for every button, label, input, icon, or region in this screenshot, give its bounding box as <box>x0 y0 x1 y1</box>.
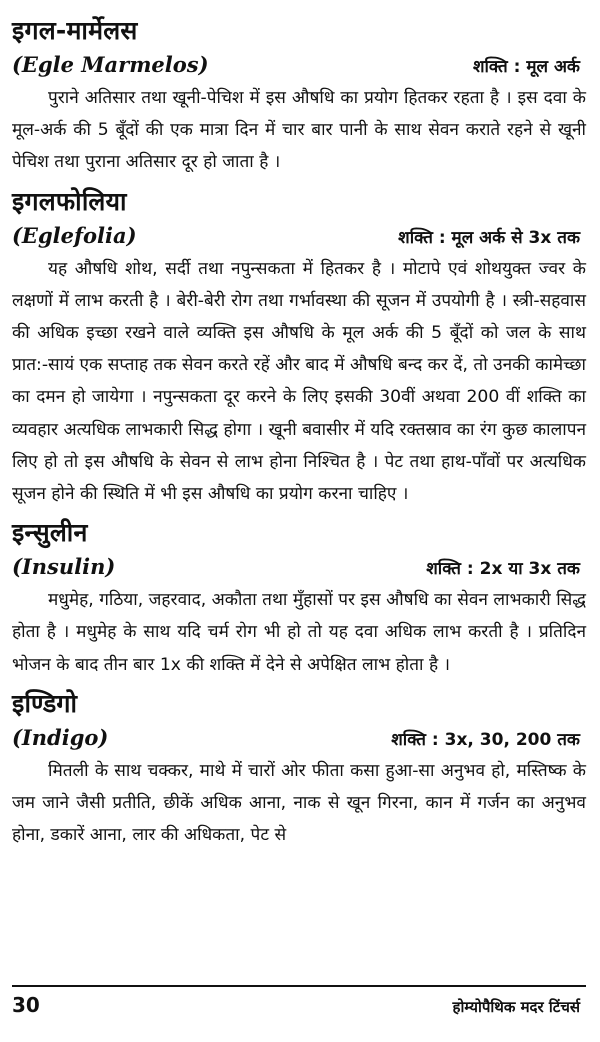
remedy-description: मधुमेह, गठिया, जहरवाद, अकौता तथा मुँहासों पर इस औषधि का सेवन लाभकारी सिद्ध होता है । मधुमेह के साथ यदि चर्म रोग भी हो तो यह दवा अधिक लाभ करती है । प्रतिदिन भोजन के बाद तीन बार 1x की शक्ति में देने से अपेक्षित लाभ होता है । <box>12 590 586 675</box>
remedy-hindi-name: इगल-मार्मेलस <box>12 16 138 45</box>
remedy-description: मितली के साथ चक्कर, माथे में चारों ओर फीता कसा हुआ-सा अनुभव हो, मस्तिष्क के जम जाने जैसी प्रतीति, छीकें अधिक आना, नाक से खून गिरना, कान में गर्जन का अनुभव होना, डकारें आना, लार की अधिकता, पेट से <box>12 760 586 846</box>
remedy-potency: शक्ति : मूल अर्क से 3x तक <box>398 227 580 248</box>
remedy-potency: शक्ति : 3x, 30, 200 तक <box>391 729 580 750</box>
remedy-hindi-name: इन्सुलीन <box>12 518 88 548</box>
remedy-potency: शक्ति : मूल अर्क <box>472 57 580 77</box>
remedy-hindi-name: इगलफोलिया <box>12 186 127 216</box>
remedy-subheading <box>12 723 586 755</box>
remedy-entry-insulin <box>12 516 586 681</box>
remedy-potency: शक्ति : 2x या 3x तक <box>426 559 580 580</box>
remedy-latin-name: (Indigo) <box>12 724 109 750</box>
remedy-hindi-name: इण्डिगो <box>12 688 78 718</box>
book-title: होम्योपैथिक मदर टिंचर्स <box>452 998 580 1016</box>
remedy-description: यह औषधि शोथ, सर्दी तथा नपुन्सकता में हितकर है । मोटापे एवं शोथयुक्त ज्वर के लक्षणों में लाभ करती है । बेरी-बेरी रोग तथा गर्भावस्था की सूजन में उपयोगी है । स्त्री-सहवास की अधिक इच्छा रखने वाले व्यक्ति इस औषधि के मूल अर्क की 5 बूँदों को जल के साथ प्रात:-सायं एक सप्ताह तक सेवन करते रहें और बाद में औषधि बन्द कर दें, तो उनकी कामेच्छा का दमन हो जायेगा । नपुन्सकता दूर करने के लिए इसकी 30वीं अथवा 200 वीं शक्ति का व्यवहार अत्यधिक लाभकारी सिद्ध होगा । खूनी बवासीर में यदि रक्तस्राव का रंग कुछ कालापन लिए हो तो इस औषधि के सेवन से लाभ होना निश्चित है । पेट तथा हाथ-पाँवों पर अत्यधिक सूजन होने की स्थिति में भी इस औषधि का प्रयोग करना चाहिए । <box>12 258 586 505</box>
remedy-latin-name: (Insulin) <box>12 554 116 580</box>
remedy-subheading <box>12 50 586 82</box>
page-number: 30 <box>12 993 40 1017</box>
remedy-latin-name: (Eglefolia) <box>12 222 137 248</box>
remedy-description: पुराने अतिसार तथा खूनी-पेचिश में इस औषधि का प्रयोग हितकर रहता है । इस दवा के मूल-अर्क की 5 बूँदों की एक मात्रा दिन में चार बार पानी के साथ सेवन कराते रहने से खूनी पेचिश तथा पुराना अतिसार दूर हो जाता है । <box>12 88 586 173</box>
remedy-entry-indigo <box>12 687 586 852</box>
remedy-entry-eglefolia <box>12 185 586 511</box>
remedy-subheading <box>12 552 586 584</box>
page-footer <box>12 985 586 1017</box>
remedy-entry-egle-marmelos <box>12 14 586 179</box>
remedy-subheading <box>12 221 586 253</box>
remedy-latin-name: (Egle Marmelos) <box>12 52 209 77</box>
